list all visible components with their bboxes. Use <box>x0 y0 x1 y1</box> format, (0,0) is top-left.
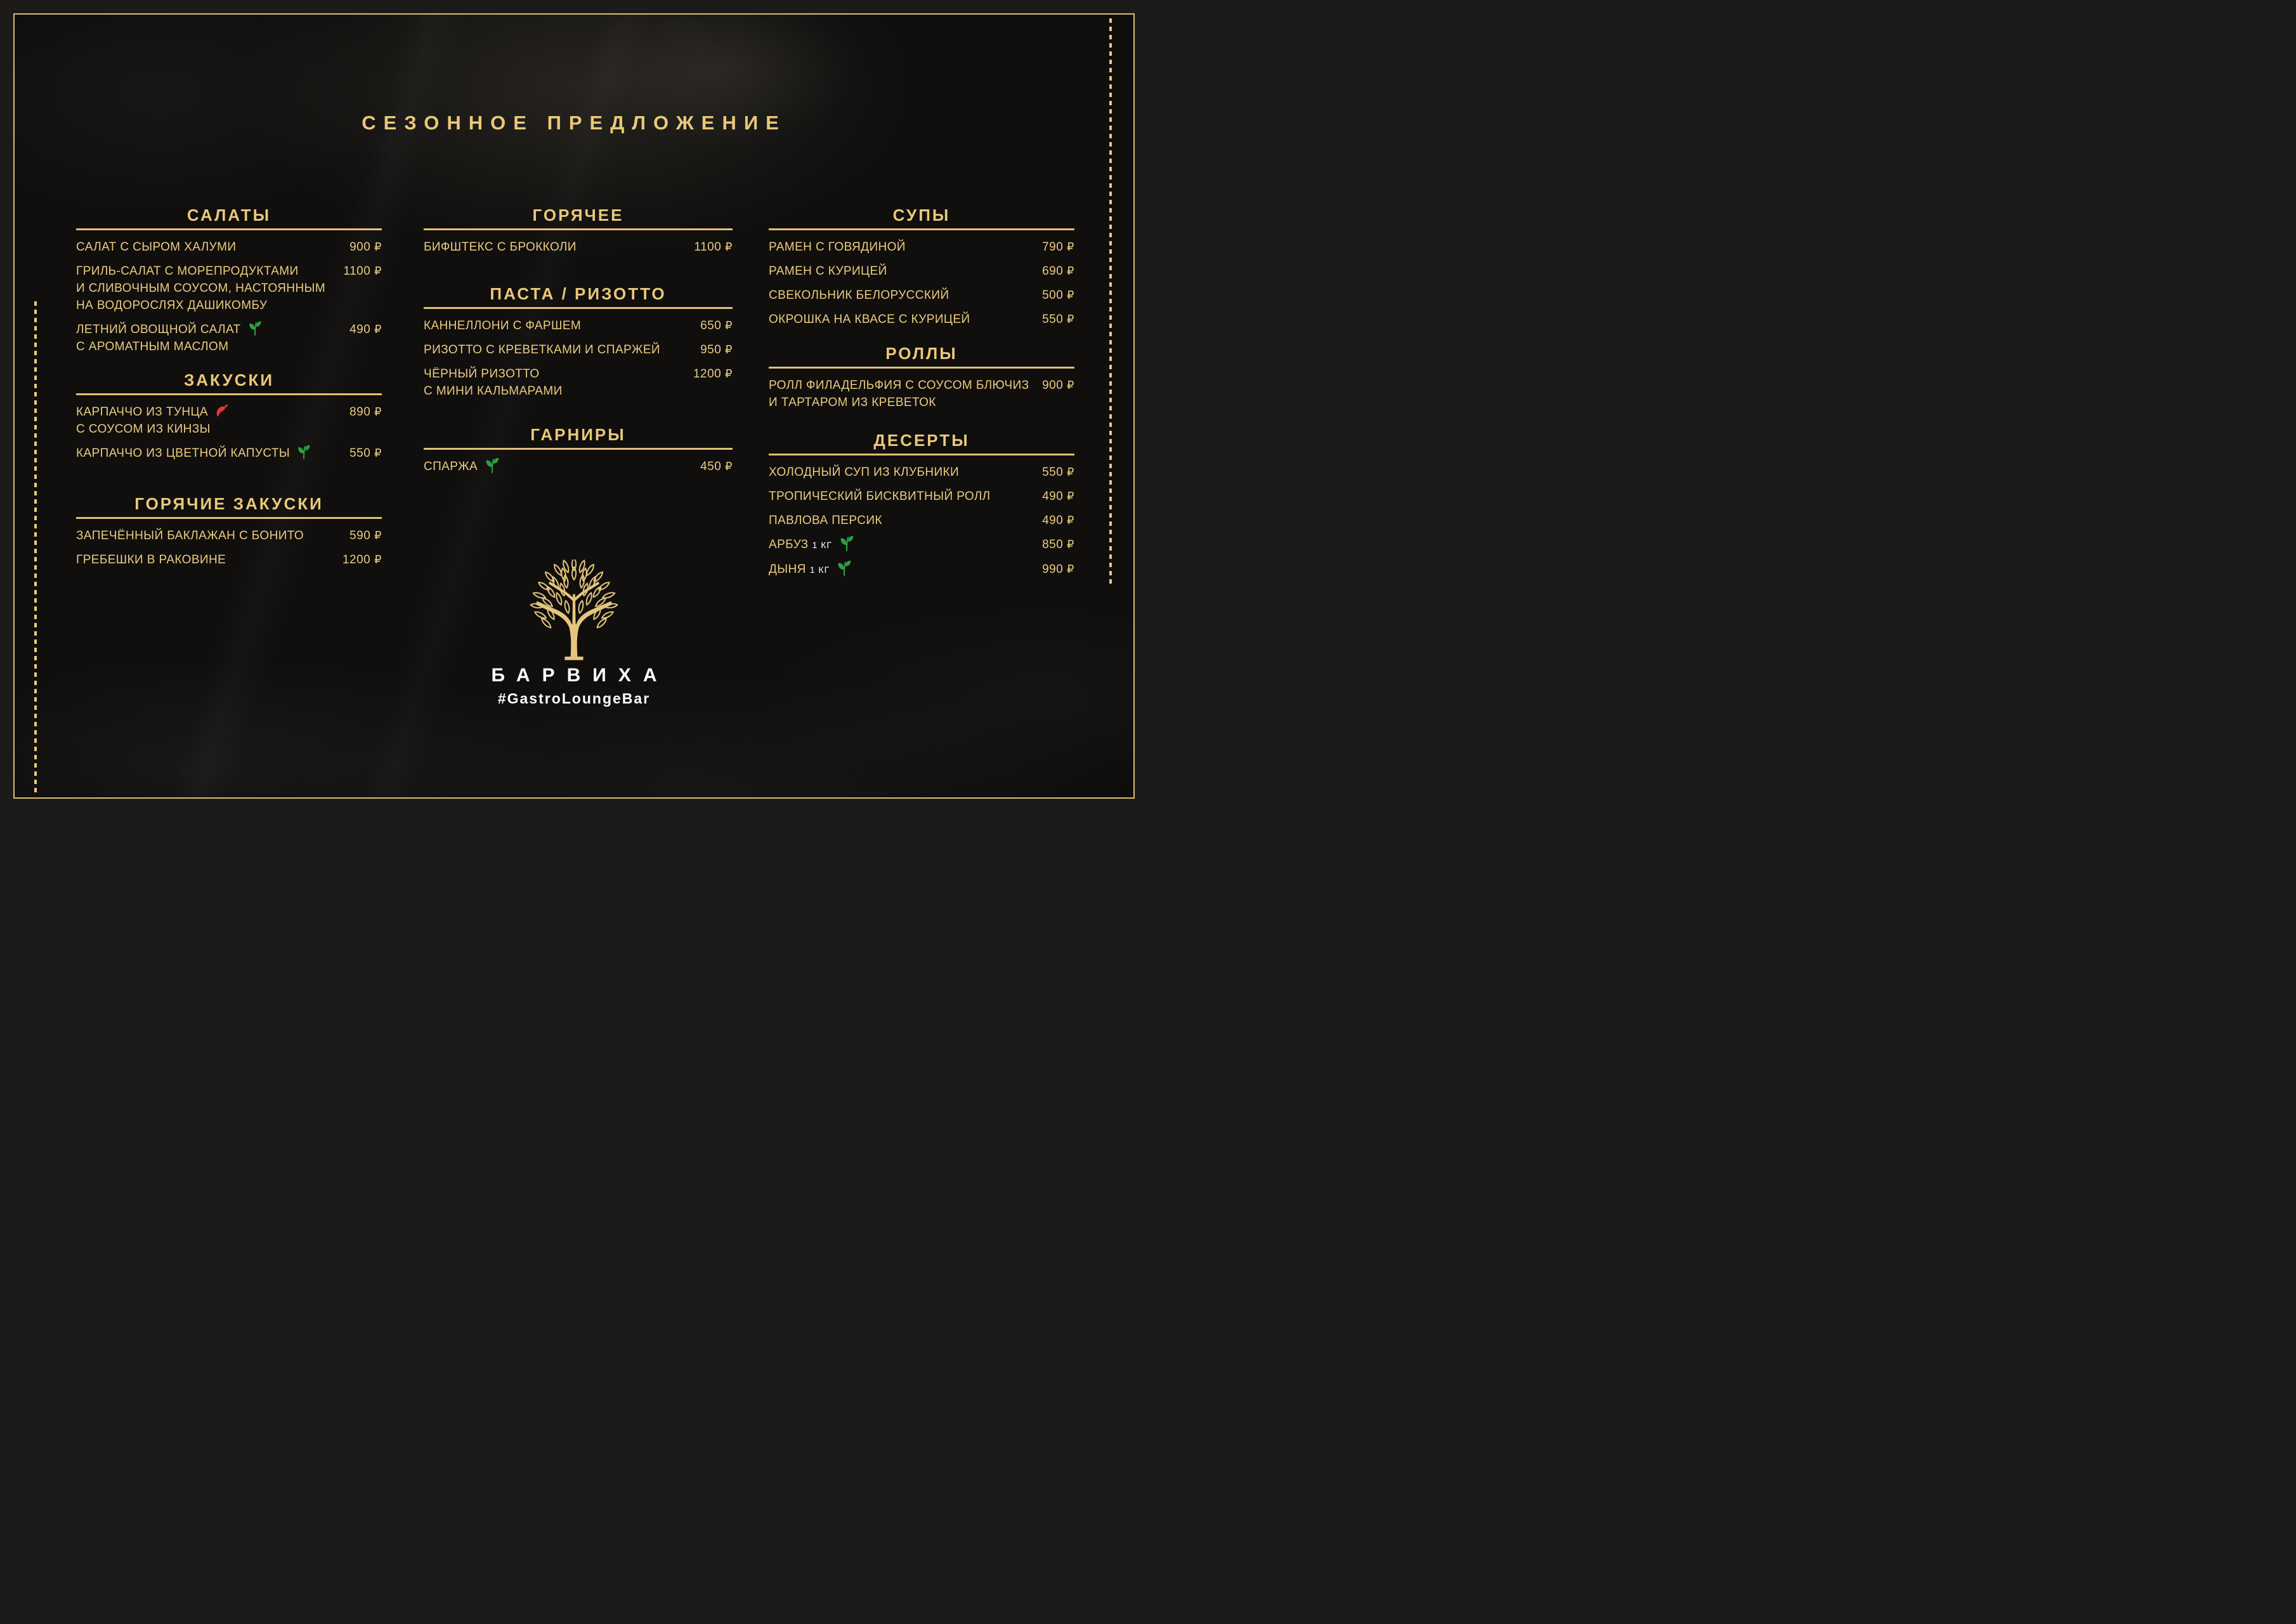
section-desserts <box>769 429 1074 579</box>
section-rule <box>769 228 1074 230</box>
brand-name: БАРВИХА <box>491 665 669 686</box>
menu-item: ХОЛОДНЫЙ СУП ИЗ КЛУБНИКИ 550 ₽ <box>769 464 1074 481</box>
price: 890 ₽ <box>349 405 382 419</box>
menu-item: ТРОПИЧЕСКИЙ БИСКВИТНЫЙ РОЛЛ 490 ₽ <box>769 488 1074 505</box>
brand-tagline: #GastroLoungeBar <box>497 690 651 707</box>
section-rule <box>424 307 733 309</box>
menu-item: РОЛЛ ФИЛАДЕЛЬФИЯ С СОУСОМ БЛЮЧИЗ И ТАРТАРОМ ИЗ КРЕВЕТОК 900 ₽ <box>769 377 1074 411</box>
menu-item: ЧЁРНЫЙ РИЗОТТО С МИНИ КАЛЬМАРАМИ 1200 ₽ <box>424 365 733 400</box>
price: 850 ₽ <box>1042 538 1074 551</box>
price: 1200 ₽ <box>342 553 382 566</box>
price: 990 ₽ <box>1042 563 1074 576</box>
price: 490 ₽ <box>1042 490 1074 503</box>
section-rule <box>769 454 1074 455</box>
brand-logo <box>415 560 733 707</box>
price: 450 ₽ <box>700 460 733 473</box>
weight-unit: 1 КГ <box>809 565 830 575</box>
section-appetizers <box>76 369 382 462</box>
section-rule <box>76 228 382 230</box>
price: 590 ₽ <box>349 529 382 542</box>
chili-icon <box>214 403 230 418</box>
page-title: СЕЗОННОЕ ПРЕДЛОЖЕНИЕ <box>362 112 786 134</box>
menu-item: ГРИЛЬ-САЛАТ С МОРЕПРОДУКТАМИ И СЛИВОЧНЫМ СОУСОМ, НАСТОЯННЫМ НА ВОДОРОСЛЯХ ДАШИКОМБУ 1100 ₽ <box>76 263 382 314</box>
section-title: ГАРНИРЫ <box>530 425 626 444</box>
section-title: ГОРЯЧЕЕ <box>532 206 624 225</box>
menu-item: ГРЕБЕШКИ В РАКОВИНЕ 1200 ₽ <box>76 551 382 568</box>
menu-item: КАРПАЧЧО ИЗ ЦВЕТНОЙ КАПУСТЫ 550 ₽ <box>76 445 382 462</box>
menu-item: РАМЕН С КУРИЦЕЙ 690 ₽ <box>769 263 1074 280</box>
menu-page <box>0 0 1148 812</box>
section-title: ЗАКУСКИ <box>183 370 275 390</box>
menu-item: РАМЕН С ГОВЯДИНОЙ 790 ₽ <box>769 239 1074 256</box>
section-hot-dishes <box>424 204 733 256</box>
weight-unit: 1 КГ <box>812 540 832 550</box>
section-rule <box>769 367 1074 369</box>
price: 1200 ₽ <box>693 367 733 381</box>
price: 550 ₽ <box>1042 466 1074 479</box>
price: 900 ₽ <box>1042 379 1074 392</box>
menu-item: КАРПАЧЧО ИЗ ТУНЦА С СОУСОМ ИЗ КИНЗЫ 890 ₽ <box>76 403 382 438</box>
section-title: ДЕСЕРТЫ <box>873 431 970 450</box>
price: 790 ₽ <box>1042 240 1074 254</box>
price: 490 ₽ <box>1042 514 1074 527</box>
section-rule <box>424 228 733 230</box>
section-title: СУПЫ <box>892 206 951 225</box>
price: 650 ₽ <box>700 319 733 332</box>
section-rolls <box>769 343 1074 411</box>
price: 500 ₽ <box>1042 289 1074 302</box>
section-hot-appetizers <box>76 493 382 568</box>
menu-item: РИЗОТТО С КРЕВЕТКАМИ И СПАРЖЕЙ 950 ₽ <box>424 341 733 358</box>
menu-item: БИФШТЕКС С БРОККОЛИ 1100 ₽ <box>424 239 733 256</box>
price: 490 ₽ <box>349 323 382 336</box>
section-title: САЛАТЫ <box>186 206 271 225</box>
price: 900 ₽ <box>349 240 382 254</box>
section-soups <box>769 204 1074 328</box>
price: 950 ₽ <box>700 343 733 357</box>
menu-item: СПАРЖА 450 ₽ <box>424 458 733 475</box>
section-title: РОЛЛЫ <box>885 344 958 363</box>
menu-item: САЛАТ С СЫРОМ ХАЛУМИ 900 ₽ <box>76 239 382 256</box>
menu-item: ПАВЛОВА ПЕРСИК 490 ₽ <box>769 512 1074 529</box>
leaf-icon <box>296 444 311 460</box>
menu-item: ЗАПЕЧЁННЫЙ БАКЛАЖАН С БОНИТО 590 ₽ <box>76 527 382 544</box>
section-rule <box>76 517 382 519</box>
section-rule <box>76 393 382 395</box>
tree-logo-icon <box>483 560 665 664</box>
menu-item: СВЕКОЛЬНИК БЕЛОРУССКИЙ 500 ₽ <box>769 287 1074 304</box>
menu-item: ДЫНЯ 1 КГ 990 ₽ <box>769 561 1074 579</box>
price: 1100 ₽ <box>343 265 382 278</box>
menu-item: КАННЕЛЛОНИ С ФАРШЕМ 650 ₽ <box>424 317 733 334</box>
price: 1100 ₽ <box>694 240 733 254</box>
leaf-icon <box>484 457 500 474</box>
price: 550 ₽ <box>1042 313 1074 326</box>
section-salads <box>76 204 382 355</box>
menu-item: ОКРОШКА НА КВАСЕ С КУРИЦЕЙ 550 ₽ <box>769 311 1074 328</box>
menu-item: АРБУЗ 1 КГ 850 ₽ <box>769 536 1074 554</box>
section-rule <box>424 448 733 450</box>
dashed-line-right <box>1109 18 1112 586</box>
price: 550 ₽ <box>349 447 382 460</box>
section-pasta-risotto <box>424 283 733 400</box>
menu-item: ЛЕТНИЙ ОВОЩНОЙ САЛАТ С АРОМАТНЫМ МАСЛОМ 490 ₽ <box>76 321 382 355</box>
leaf-icon <box>247 320 263 336</box>
leaf-icon <box>838 535 855 552</box>
dashed-line-left <box>34 301 37 794</box>
price: 690 ₽ <box>1042 265 1074 278</box>
section-title: ГОРЯЧИЕ ЗАКУСКИ <box>134 494 323 513</box>
section-side-dishes <box>424 424 733 475</box>
leaf-icon <box>836 560 852 577</box>
section-title: ПАСТА / РИЗОТТО <box>490 284 667 303</box>
